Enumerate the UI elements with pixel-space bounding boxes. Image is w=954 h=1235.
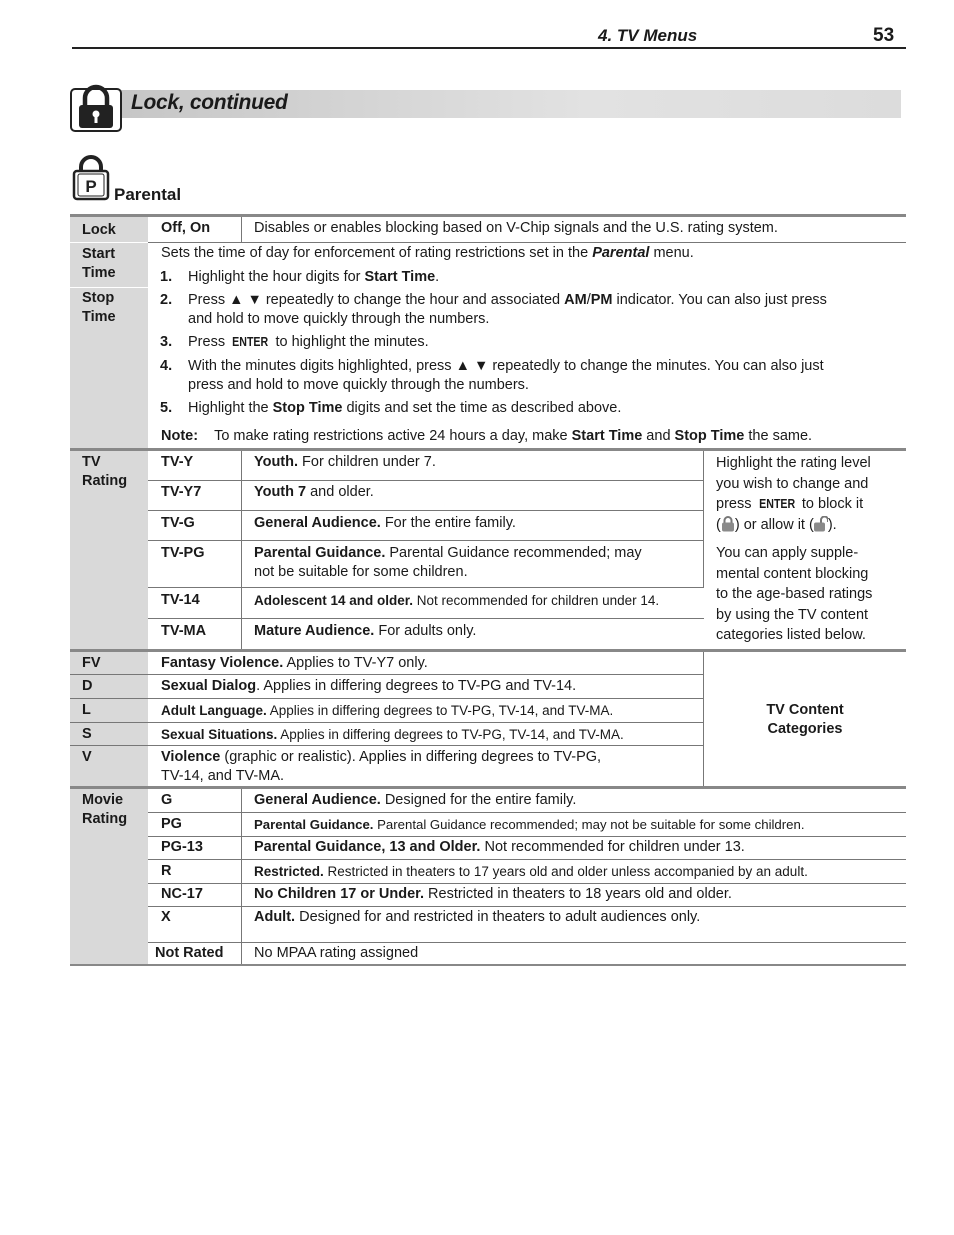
movie-rating-desc: Parental Guidance, 13 and Older. Not recommended for children under 13. — [254, 839, 745, 855]
tv-rating-desc: Youth. For children under 7. — [254, 454, 436, 470]
movie-rating-desc: Restricted. Restricted in theaters to 17 years old and older unless accompanied by an adult. — [254, 864, 808, 879]
tv-rating-code: TV-14 — [161, 592, 200, 608]
tv-rating-instructions: Highlight the rating level you wish to change and press ENTER to block it ( ) or allow it ( ). — [716, 455, 871, 533]
category-desc: Sexual Situations. Applies in differing degrees to TV-PG, TV-14, and TV-MA. — [161, 727, 624, 742]
step-4: 4. With the minutes digits highlighted, press ▲ ▼ repeatedly to change the minutes. You can also just press and hold to move quickly through the numbers. — [160, 358, 824, 393]
tv-rating-code: TV-Y7 — [161, 484, 202, 500]
tv-rating-desc: Parental Guidance. Parental Guidance recommended; may not be suitable for some children. — [254, 545, 642, 580]
category-desc: Fantasy Violence. Applies to TV-Y7 only. — [161, 655, 428, 671]
movie-rating-code: NC-17 — [161, 886, 203, 902]
locked-icon — [721, 516, 735, 532]
row-label-lock: Lock — [70, 217, 148, 242]
row-label-stop-time: Stop Time — [70, 288, 148, 448]
svg-text:P: P — [85, 177, 97, 196]
step-3: 3. Press ENTER to highlight the minutes. — [160, 334, 429, 350]
lock-value: Off, On — [161, 220, 211, 236]
subsection-title: Parental — [114, 185, 182, 204]
movie-rating-code: PG-13 — [161, 839, 203, 855]
movie-rating-desc: Parental Guidance. Parental Guidance recommended; may not be suitable for some children. — [254, 817, 805, 832]
tv-rating-desc: Mature Audience. For adults only. — [254, 623, 477, 639]
row-label-start-time: Start Time — [70, 243, 148, 287]
row-label-d: D — [70, 675, 148, 698]
row-label-l: L — [70, 699, 148, 722]
padlock-icon — [70, 84, 122, 132]
movie-rating-desc: No Children 17 or Under. Restricted in theaters to 18 years old and older. — [254, 886, 732, 902]
time-note: Note: To make rating restrictions active 24 hours a day, make Start Time and Stop Time the same. — [161, 428, 813, 444]
time-intro: Sets the time of day for enforcement of rating restrictions set in the Parental menu. — [161, 245, 694, 261]
section-title: Lock, continued — [131, 91, 288, 114]
tv-rating-code: TV-Y — [161, 454, 194, 470]
step-1: 1. Highlight the hour digits for Start Time. — [160, 269, 440, 285]
unlocked-icon — [814, 516, 828, 532]
lock-description: Disables or enables blocking based on V-Chip signals and the U.S. rating system. — [254, 220, 778, 236]
row-label-s: S — [70, 723, 148, 745]
parental-settings-table — [70, 214, 906, 966]
tv-rating-desc: General Audience. For the entire family. — [254, 515, 516, 531]
tv-content-blocking-note: You can apply supple- mental content blocking to the age-based ratings by using the TV content categories listed below. — [716, 545, 873, 643]
movie-rating-desc: Adult. Designed for and restricted in theaters to adult audiences only. — [254, 909, 701, 925]
tv-rating-code: TV-PG — [161, 545, 205, 561]
movie-rating-desc: No MPAA rating assigned — [254, 945, 419, 961]
movie-rating-desc: General Audience. Designed for the entire family. — [254, 792, 577, 808]
page-number: 53 — [873, 25, 895, 46]
tv-content-categories-label: TV Content Categories — [766, 702, 844, 737]
row-label-movie-rating: Movie Rating — [70, 789, 148, 966]
header-rule — [72, 47, 906, 49]
row-label-v: V — [70, 746, 148, 786]
parental-lock-icon — [72, 155, 110, 201]
chapter-title: 4. TV Menus — [598, 26, 698, 45]
movie-rating-code: PG — [161, 816, 182, 832]
row-label-tv-rating: TV Rating — [70, 451, 148, 649]
tv-rating-desc: Youth 7 and older. — [254, 484, 374, 500]
row-label-fv: FV — [70, 652, 148, 674]
step-5: 5. Highlight the Stop Time digits and set the time as described above. — [160, 400, 622, 416]
movie-rating-code: X — [161, 909, 171, 925]
category-desc: Sexual Dialog. Applies in differing degrees to TV-PG and TV-14. — [161, 678, 577, 694]
category-desc: Violence (graphic or realistic). Applies in differing degrees to TV-PG, TV-14, and TV-MA. — [161, 749, 602, 784]
movie-rating-code: Not Rated — [155, 945, 224, 961]
tv-rating-code: TV-G — [161, 515, 195, 531]
movie-rating-code: R — [161, 863, 172, 879]
category-desc: Adult Language. Applies in differing degrees to TV-PG, TV-14, and TV-MA. — [161, 703, 614, 718]
step-2: 2. Press ▲ ▼ repeatedly to change the hour and associated AM/PM indicator. You can also just press and hold to move quickly through the numbers. — [160, 292, 827, 327]
tv-rating-code: TV-MA — [161, 623, 207, 639]
movie-rating-code: G — [161, 792, 173, 808]
tv-rating-desc: Adolescent 14 and older. Not recommended for children under 14. — [254, 593, 660, 608]
